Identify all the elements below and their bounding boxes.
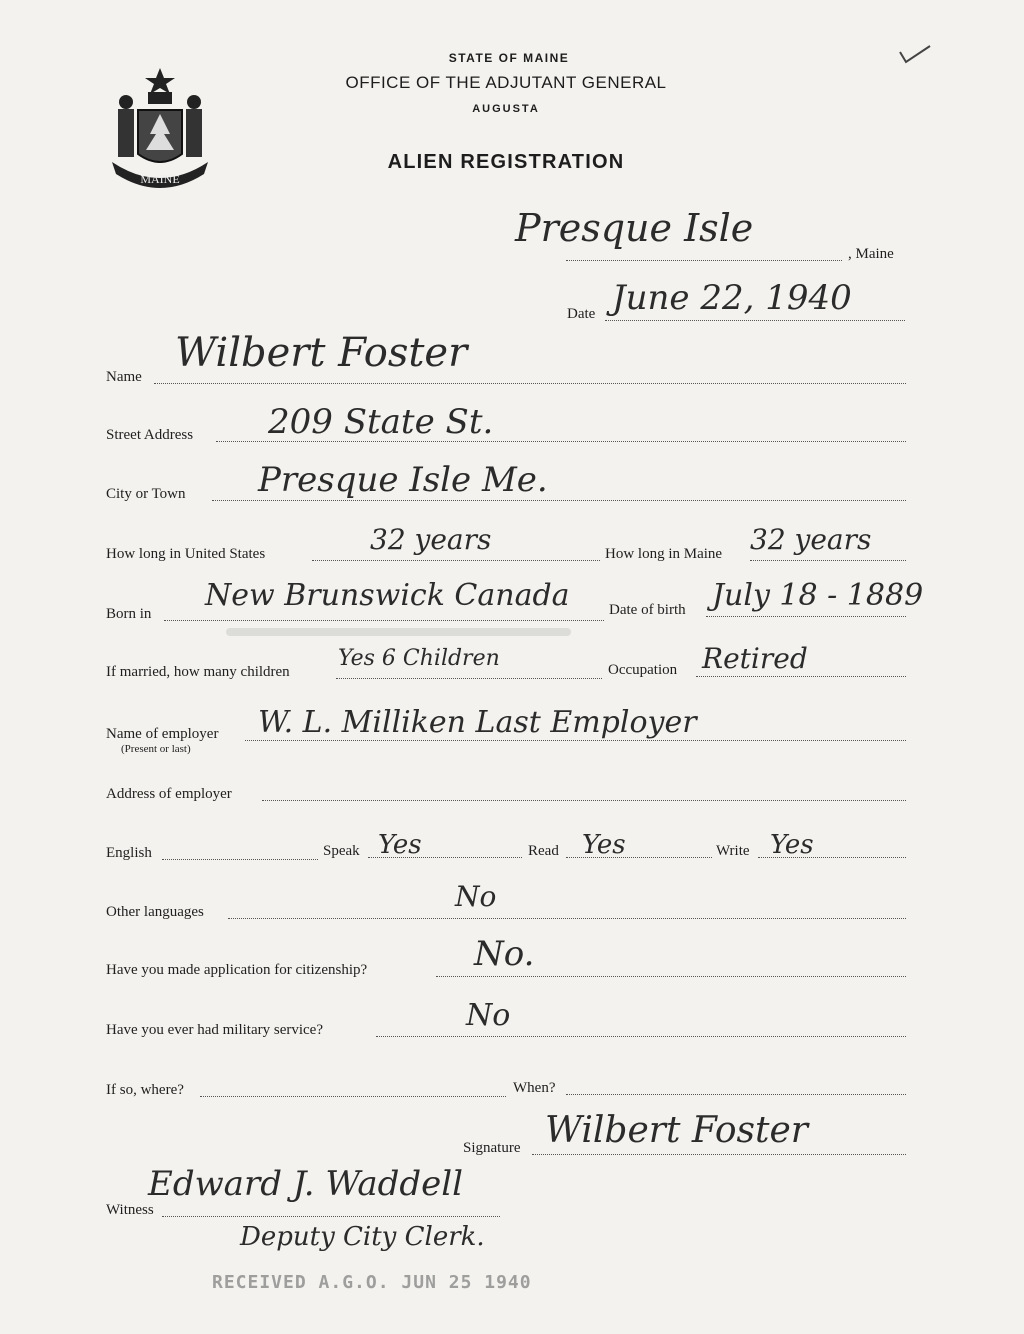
location-value: Presque Isle: [515, 206, 754, 250]
city-value: Presque Isle Me.: [258, 460, 548, 500]
maine-label: How long in Maine: [605, 546, 723, 562]
date-line: [605, 320, 905, 321]
maine-value: 32 years: [750, 523, 872, 556]
children-label: If married, how many children: [106, 664, 290, 680]
citizenship-value: No.: [474, 934, 535, 974]
maine-line: [750, 560, 906, 561]
occupation-label: Occupation: [608, 662, 678, 678]
state-heading: STATE OF MAINE: [448, 51, 570, 65]
city-line: [212, 500, 906, 501]
date-label: Date: [567, 306, 596, 322]
name-label: Name: [106, 369, 142, 385]
write-value: Yes: [770, 830, 814, 860]
svg-text:MAINE: MAINE: [140, 172, 180, 186]
employer-line: [245, 740, 906, 741]
city-label: City or Town: [106, 486, 186, 502]
occupation-value: Retired: [702, 642, 808, 675]
city-heading: AUGUSTA: [472, 103, 540, 115]
name-value: Wilbert Foster: [175, 330, 468, 376]
read-label: Read: [528, 843, 559, 859]
military-line: [376, 1036, 906, 1037]
signature-line: [532, 1154, 906, 1155]
dob-label: Date of birth: [609, 602, 686, 618]
received-stamp: RECEIVED A.G.O. JUN 25 1940: [212, 1272, 532, 1293]
witness-value: Edward J. Waddell: [148, 1164, 464, 1204]
where-line: [200, 1096, 506, 1097]
employer-address-label: Address of employer: [106, 786, 232, 802]
signature-value: Wilbert Foster: [545, 1110, 809, 1151]
name-line: [154, 383, 906, 384]
street-label: Street Address: [106, 427, 194, 443]
citizenship-label: Have you made application for citizenship?: [106, 962, 368, 978]
when-line: [566, 1094, 906, 1095]
office-heading: OFFICE OF THE ADJUTANT GENERAL: [345, 73, 667, 92]
other-languages-line: [228, 918, 906, 919]
speak-value: Yes: [378, 830, 422, 860]
witness-line: [162, 1216, 500, 1217]
employer-address-line: [262, 800, 906, 801]
children-line: [336, 678, 602, 679]
military-value: No: [466, 998, 511, 1033]
read-value: Yes: [582, 830, 626, 860]
date-value: June 22, 1940: [612, 278, 852, 318]
form-title: ALIEN REGISTRATION: [387, 151, 625, 173]
witness-label: Witness: [106, 1202, 154, 1218]
when-label: When?: [513, 1080, 556, 1096]
location-line: [566, 260, 842, 261]
english-label: English: [106, 845, 152, 861]
born-label: Born in: [106, 606, 152, 622]
write-label: Write: [716, 843, 750, 859]
where-label: If so, where?: [106, 1082, 184, 1098]
employer-sublabel: (Present or last): [121, 743, 191, 755]
other-languages-value: No: [455, 880, 497, 913]
location-label: , Maine: [848, 246, 894, 262]
us-line: [312, 560, 600, 561]
ink-smudge: [226, 628, 571, 636]
check-mark-icon: [896, 40, 936, 70]
speak-label: Speak: [323, 843, 360, 859]
military-label: Have you ever had military service?: [106, 1022, 323, 1038]
dob-line: [706, 616, 906, 617]
us-label: How long in United States: [106, 546, 266, 562]
dob-value: July 18 - 1889: [712, 578, 924, 613]
children-value: Yes 6 Children: [338, 646, 500, 671]
street-value: 209 State St.: [268, 402, 494, 442]
signature-label: Signature: [463, 1140, 521, 1156]
witness-title: Deputy City Clerk.: [240, 1222, 485, 1252]
employer-value: W. L. Milliken Last Employer: [258, 705, 697, 740]
english-line: [162, 859, 318, 860]
other-languages-label: Other languages: [106, 904, 204, 920]
occupation-line: [696, 676, 906, 677]
us-value: 32 years: [370, 523, 492, 556]
born-value: New Brunswick Canada: [205, 578, 570, 613]
employer-label: Name of employer: [106, 726, 219, 742]
citizenship-line: [436, 976, 906, 977]
born-line: [164, 620, 604, 621]
